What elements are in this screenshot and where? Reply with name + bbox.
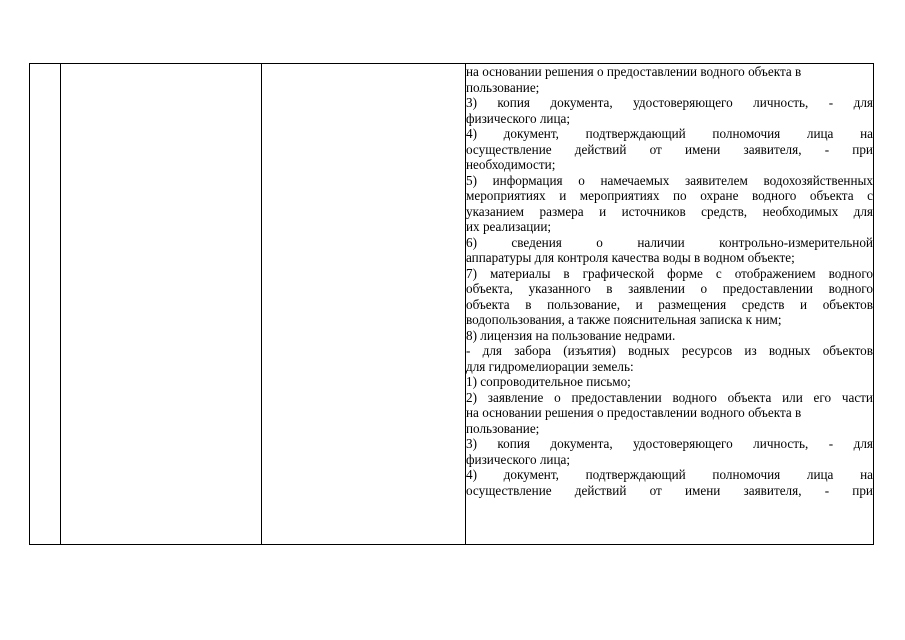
- text-line: - для забора (изъятия) водных ресурсов из водных объектов: [466, 343, 873, 358]
- text-line: 4) документ, подтверждающий полномочия лица на: [466, 467, 873, 482]
- text-line: 7) материалы в графической форме с отображением водного: [466, 265, 873, 281]
- text-line: физического лица;: [466, 110, 571, 126]
- text-line: для гидромелиорации земель:: [466, 358, 634, 374]
- text-line: объекта в пользование, и размещения средств и объектов: [466, 296, 873, 312]
- text-line: мероприятиях и мероприятиях по охране водного объекта с: [466, 188, 873, 203]
- table-cell-documents: [466, 64, 874, 545]
- text-line: 2) заявление о предоставлении водного объекта или его части: [466, 389, 873, 405]
- text-line: 1) сопроводительное письмо;: [466, 374, 631, 389]
- text-line: объекта, указанного в заявлении о предоставлении водного: [466, 281, 873, 296]
- text-line: 5) информация о намечаемых заявителем водохозяйственных: [466, 172, 873, 188]
- requirements-table: [29, 63, 874, 545]
- text-line: на основании решения о предоставлении водного объекта в: [466, 64, 802, 79]
- documents-text: [466, 64, 873, 498]
- text-line: физического лица;: [466, 451, 571, 467]
- text-line: 4) документ, подтверждающий полномочия лица на: [466, 126, 873, 141]
- table-row: [30, 64, 874, 545]
- text-line: 8) лицензия на пользование недрами.: [466, 327, 676, 343]
- text-line: их реализации;: [466, 219, 552, 234]
- text-line: аппаратуры для контроля качества воды в водном объекте;: [466, 250, 795, 265]
- text-line: осуществление действий от имени заявителя, - при: [466, 141, 873, 157]
- text-line: необходимости;: [466, 157, 556, 172]
- text-line: водопользования, а также пояснительная записка к ним;: [466, 312, 782, 327]
- text-line: осуществление действий от имени заявителя, - при: [466, 482, 873, 498]
- text-line: на основании решения о предоставлении водного объекта в: [466, 405, 802, 420]
- table-cell-number: [30, 64, 61, 545]
- text-line: 6) сведения о наличии контрольно-измерительной: [466, 234, 873, 250]
- text-line: пользование;: [466, 420, 540, 436]
- table-cell-applicant: [262, 64, 466, 545]
- text-line: пользование;: [466, 79, 540, 95]
- text-line: 3) копия документа, удостоверяющего личность, - для: [466, 436, 873, 451]
- table-cell-service: [61, 64, 262, 545]
- text-line: указанием размера и источников средств, необходимых для: [466, 203, 873, 219]
- text-line: 3) копия документа, удостоверяющего личность, - для: [466, 95, 873, 110]
